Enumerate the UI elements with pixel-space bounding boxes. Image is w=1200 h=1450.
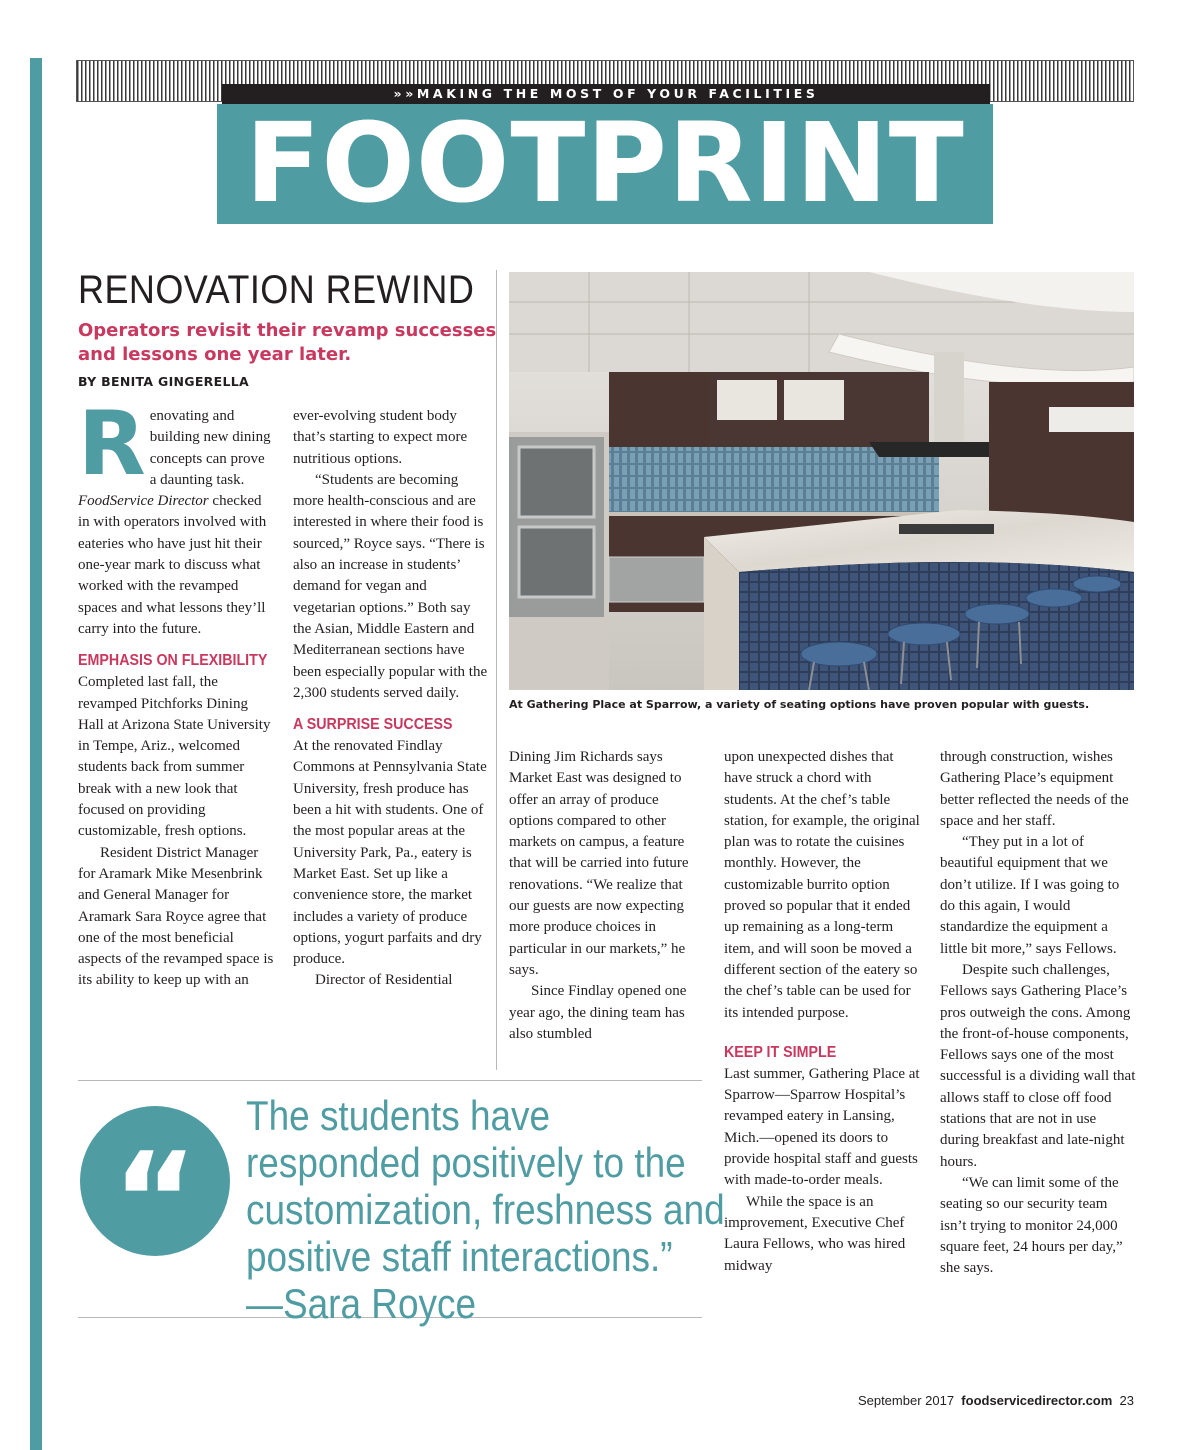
subhead-a-surprise-success: A SURPRISE SUCCESS [293,716,453,734]
subhead-emphasis-on-flexibility: EMPHASIS ON FLEXIBILITY [78,652,268,670]
body-paragraph: While the space is an improvement, Executive Chef Laura Fellows, who was hired midway [724,1193,906,1274]
left-accent-bar [30,58,42,1450]
body-paragraph: “They put in a lot of beautiful equipment that we don’t utilize. If I was going to do this again, I would standardize the equipment a little bit more,” says Fellows. [940,834,1120,957]
body-column-2 [293,406,489,992]
body-paragraph: Resident District Manager for Aramark Mike Mesenbrink and General Manager for Aramark Sara Royce agree that one of the most beneficial aspects of the revamped space is its ability to keep up with an [78,844,274,989]
body-column-3 [509,747,705,1045]
intro-paragraph [78,392,274,640]
body-paragraph: upon unexpected dishes that have struck a chord with students. At the chef’s table station, for example, the original plan was to rotate the cuisines monthly. However, the customizable burrito option proved so popular that it ended up remaining as a long-term item, and will soon be moved a different section of the eatery so the chef’s table can be used for its intended purpose. [724,749,920,1021]
body-paragraph: Director of Residential [315,972,453,989]
publication-name: FoodService Director [78,493,209,510]
pullquote-top-rule [78,1080,702,1081]
body-column-4 [724,747,920,1277]
photo-caption: At Gathering Place at Sparrow, a variety of seating options have proven popular with guests. [509,698,1090,711]
pull-quote-attribution: —Sara Royce [246,1280,477,1327]
article-byline: BY BENITA GINGERELLA [78,374,249,389]
body-paragraph: Last summer, Gathering Place at Sparrow—Sparrow Hospital’s revamped eatery in Lansing, Mich.—opened its doors to provide hospital staff and guests with made-to-order meals. [724,1065,920,1189]
body-paragraph: “Students are becoming more health-conscious and are interested in where their food is sourced,” Royce says. “There is also an increase in students’ demand for vegan and vegetarian options.” Both say the Asian, Middle Eastern and Mediterranean sections have been especially popular with the 2,300 students served daily. [293,471,488,701]
body-paragraph: ever-evolving student body that’s starting to expect more nutritious options. [293,408,468,467]
pull-quote-line: The students have [246,1092,551,1139]
intro-text-continued: checked in with operators involved with eateries who have just hit their one-year mark to discuss what worked with the revamped spaces and what lessons they’ll carry into the future. [78,493,267,637]
double-chevron-icon: »» [393,86,417,101]
section-title: FOOTPRINT [245,99,965,227]
body-paragraph: “We can limit some of the seating so our security team isn’t trying to monitor 24,000 square feet, 24 hours per day,” she says. [940,1174,1123,1277]
website: foodservicedirector.com [961,1393,1113,1408]
quote-mark-icon: “ [112,1124,198,1276]
intro-text: enovating and building new dining concepts can prove a daunting task. [149,408,271,488]
pull-quote-line: customization, freshness and [246,1186,725,1233]
body-paragraph: through construction, wishes Gathering Place’s equipment better reflected the needs of the space and her staff. [940,749,1129,829]
body-paragraph: Completed last fall, the revamped Pitchforks Dining Hall at Arizona State University in Tempe, Ariz., welcomed students back from summer break with a new look that focused on providing customizable, fresh options. [78,674,271,840]
pull-quote [246,1092,725,1327]
body-paragraph: Since Findlay opened one year ago, the dining team has also stumbled [509,983,687,1042]
article-headline: RENOVATION REWIND [78,268,475,312]
body-column-1 [78,392,274,992]
pull-quote-line: responded positively to the [246,1139,686,1186]
body-column-5 [940,747,1136,1279]
body-paragraph: Despite such challenges, Fellows says Gathering Place’s pros outweigh the cons. Among the front-of-house components, Fellows says one of the most successful is a dividing wall that allows staff to close off food stations that are not in use during breakfast and late-night hours. [940,961,1136,1170]
page-footer [600,1393,1134,1408]
article-deck: Operators revisit their revamp successes and lessons one year later. [78,320,497,365]
subhead-keep-it-simple: KEEP IT SIMPLE [724,1043,837,1061]
column-divider [496,270,497,1070]
body-paragraph: At the renovated Findlay Commons at Pennsylvania State University, fresh produce has been a hit with students. One of the most popular areas at the University Park, Pa., eatery is Market East. Set up like a convenience store, the market includes a variety of produce options, yogurt parfaits and dry produce. [293,738,487,968]
section-kicker-text: MAKING THE MOST OF YOUR FACILITIES [416,86,819,101]
pull-quote-line: positive staff interactions.” [246,1233,673,1280]
page-number: 23 [1119,1393,1134,1408]
issue-date: September 2017 [857,1393,955,1408]
drop-cap: R [78,392,146,495]
body-paragraph: Dining Jim Richards says Market East was designed to offer an array of produce options compared to other markets on campus, a feature that will be carried into future renovations. “We realize that our guests are now expecting more produce choices in particular in our markets,” he says. [509,749,689,978]
kitchen-photo [509,272,1134,690]
